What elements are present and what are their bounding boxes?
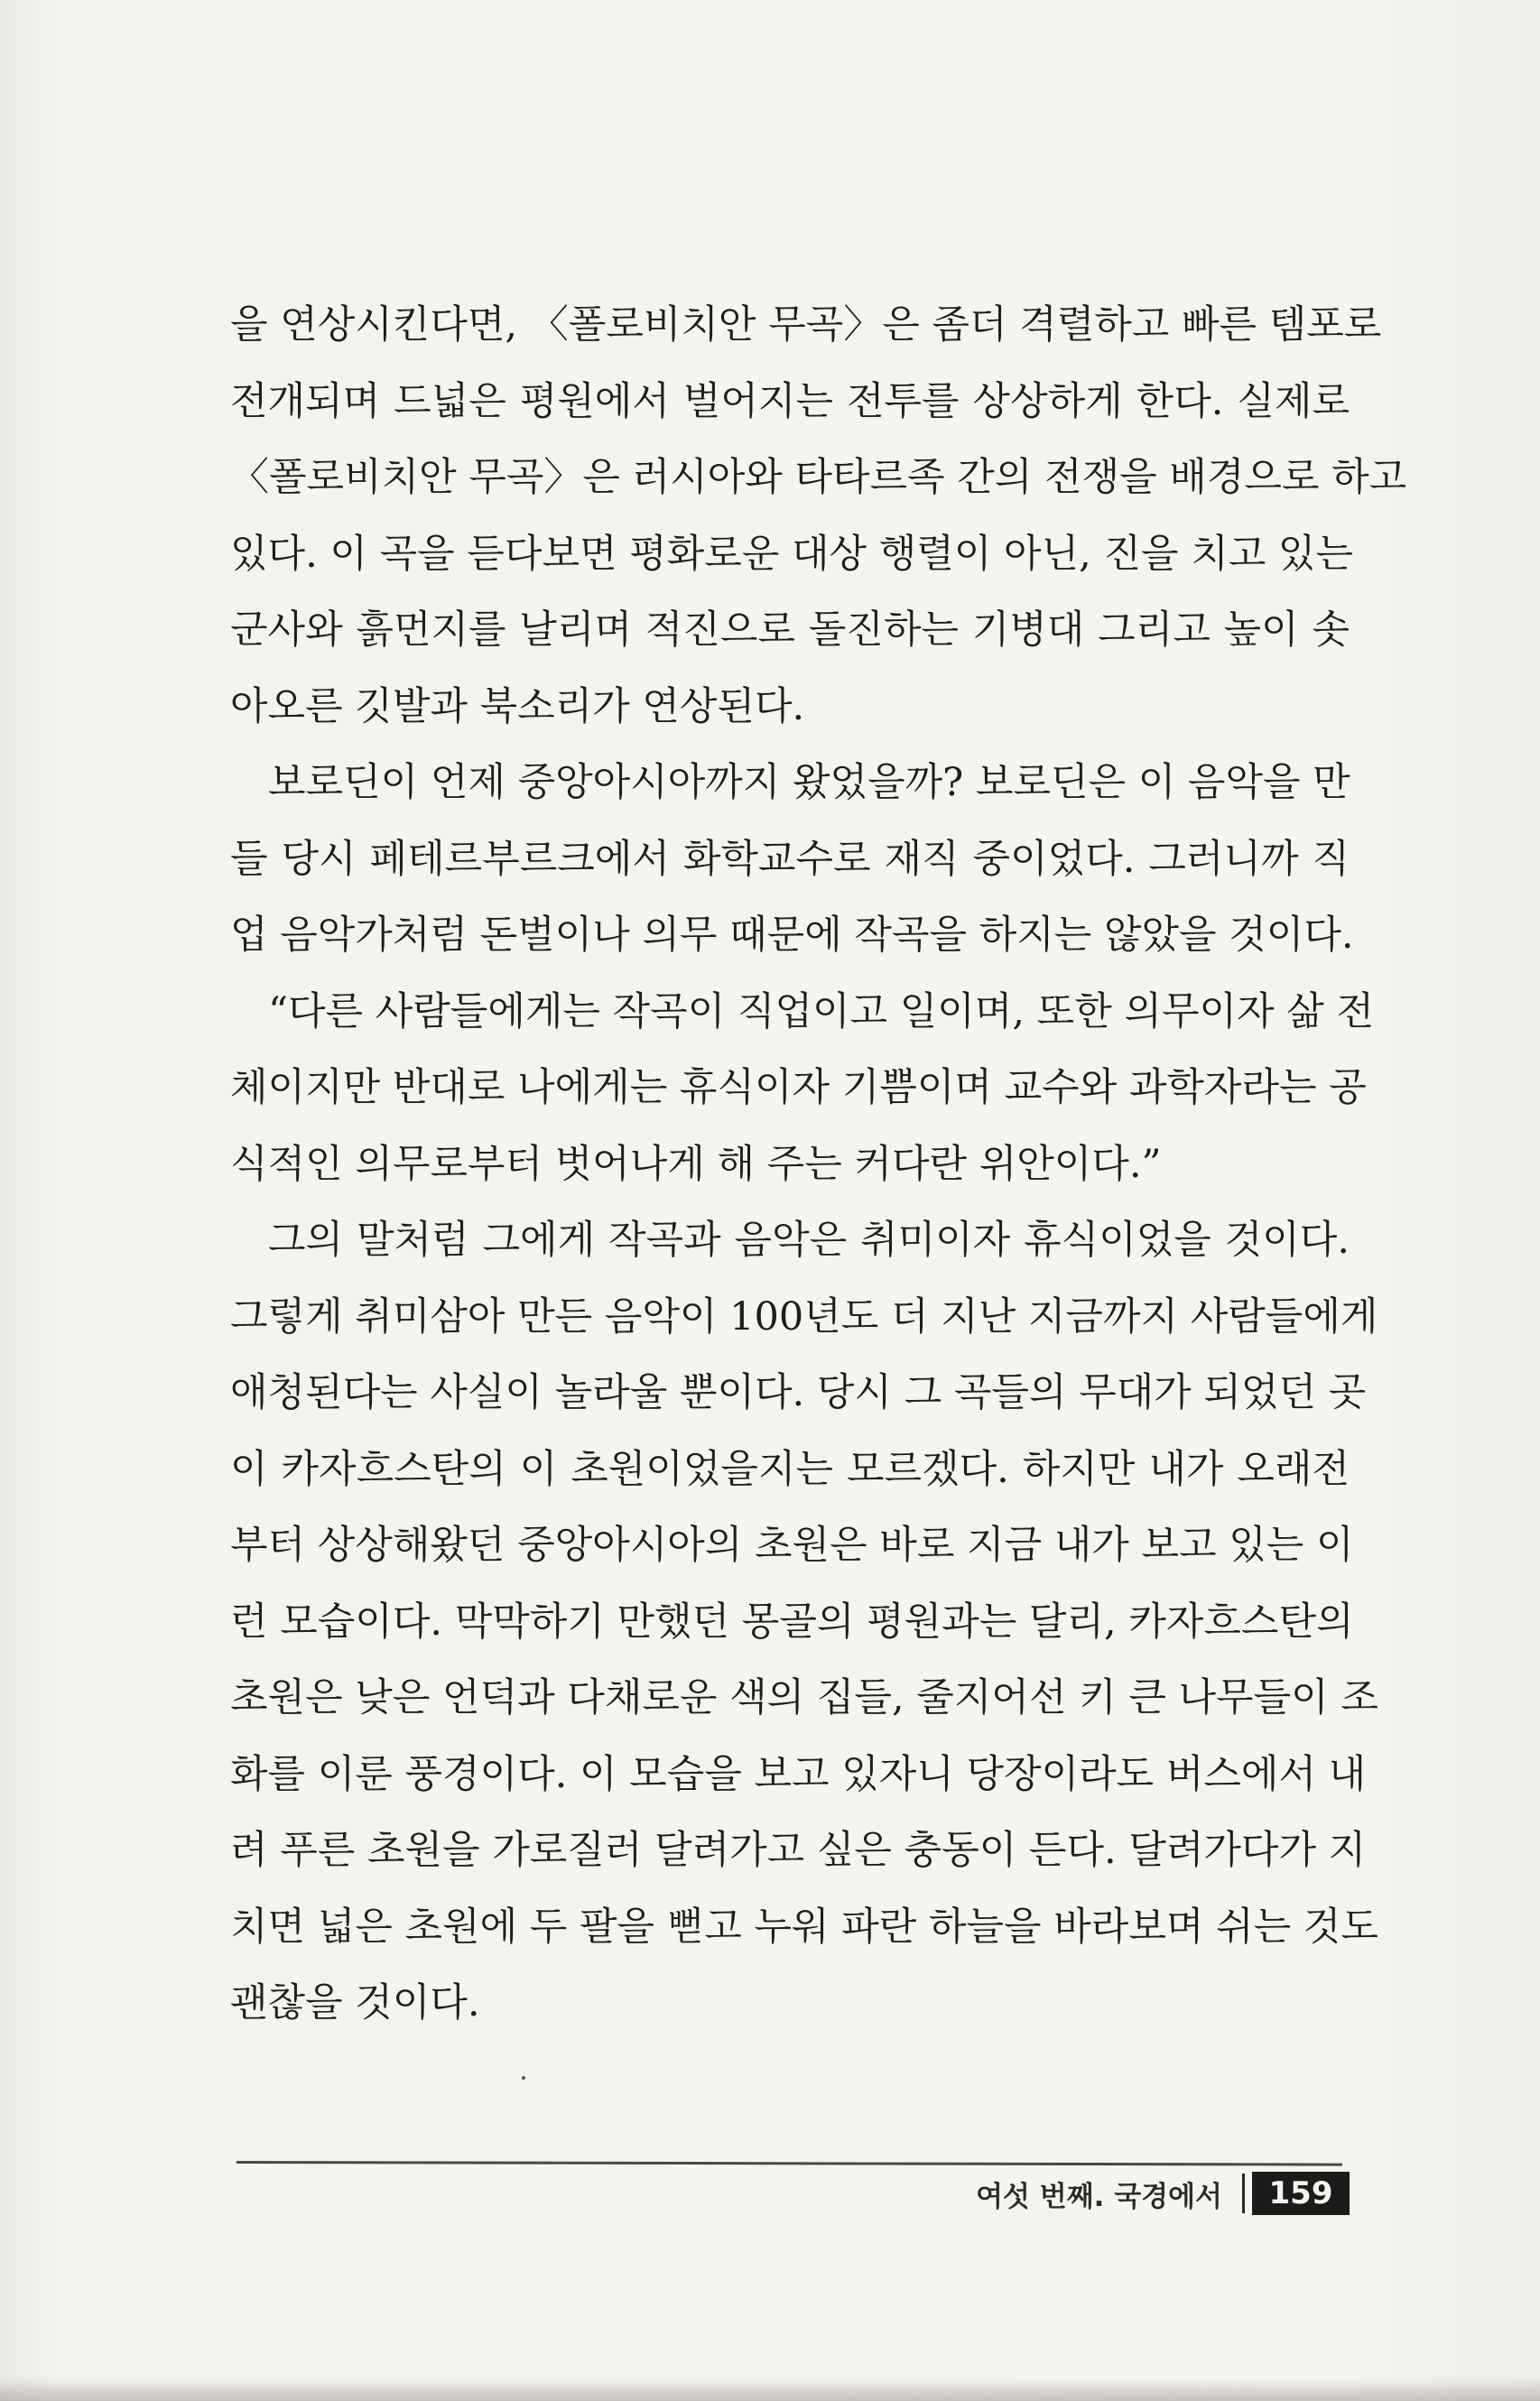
body-line: 화를 이룬 풍경이다. 이 모습을 보고 있자니 당장이라도 버스에서 내 (230, 1751, 1367, 1797)
quote-line: “다른 사람들에게는 작곡이 직업이고 일이며, 또한 의무이자 삶 전 (268, 988, 1374, 1034)
body-line: 아오른 깃발과 북소리가 연상된다. (230, 683, 805, 729)
paper-speck (522, 2076, 525, 2080)
body-line: 초원은 낮은 언덕과 다채로운 색의 집들, 줄지어선 키 큰 나무들이 조 (230, 1675, 1378, 1720)
body-line: 이 카자흐스탄의 이 초원이었을지는 모르겠다. 하지만 내가 오래전 (230, 1446, 1350, 1492)
running-footer (948, 2171, 1350, 2216)
body-line: 들 당시 페테르부르크에서 화학교수로 재직 중이었다. 그러니까 직 (230, 836, 1350, 882)
page-number: 159 (1252, 2172, 1350, 2215)
body-line: 업 음악가처럼 돈벌이나 의무 때문에 작곡을 하지는 않았을 것이다. (230, 913, 1354, 958)
body-line: 그의 말처럼 그에게 작곡과 음악은 취미이자 휴식이었을 것이다. (268, 1218, 1350, 1263)
footer-rule (237, 2161, 1342, 2166)
quote-line: 식적인 의무로부터 벗어나게 해 주는 커다란 위안이다.” (230, 1141, 1162, 1187)
body-line: 있다. 이 곡을 듣다보면 평화로운 대상 행렬이 아닌, 진을 치고 있는 (230, 531, 1354, 577)
body-line: 〈폴로비치안 무곡〉은 러시아와 타타르족 간의 전쟁을 배경으로 하고 (230, 455, 1407, 500)
body-line: 괜찮을 것이다. (230, 1980, 480, 2026)
quote-line: 체이지만 반대로 나에게는 휴식이자 기쁨이며 교수와 과학자라는 공 (230, 1065, 1367, 1110)
body-line: 치면 넓은 초원에 두 팔을 뻗고 누워 파란 하늘을 바라보며 쉬는 것도 (230, 1904, 1378, 1950)
body-line: 을 연상시킨다면, 〈폴로비치안 무곡〉은 좀더 격렬하고 빠른 템포로 (230, 302, 1382, 348)
body-line: 군사와 흙먼지를 날리며 적진으로 돌진하는 기병대 그리고 높이 솟 (230, 607, 1350, 653)
body-line: 애청된다는 사실이 놀라울 뿐이다. 당시 그 곡들의 무대가 되었던 곳 (230, 1370, 1367, 1415)
page-edge-shadow (0, 2378, 1540, 2401)
body-line: 런 모습이다. 막막하기 만했던 몽골의 평원과는 달리, 카자흐스탄의 (230, 1599, 1354, 1645)
body-line: 보로딘이 언제 중앙아시아까지 왔었을까? 보로딘은 이 음악을 만 (268, 760, 1350, 805)
body-line: 그렇게 취미삼아 만든 음악이 100년도 더 지난 지금까지 사람들에게 (230, 1293, 1378, 1340)
footer-divider (1242, 2174, 1245, 2213)
body-text (230, 287, 1407, 2042)
body-line: 전개되며 드넓은 평원에서 벌어지는 전투를 상상하게 한다. 실제로 (230, 378, 1350, 424)
body-line: 부터 상상해왔던 중앙아시아의 초원은 바로 지금 내가 보고 있는 이 (230, 1523, 1354, 1568)
chapter-title: 여섯 번째. 국경에서 (976, 2180, 1222, 2213)
body-line: 려 푸른 초원을 가로질러 달려가고 싶은 충동이 든다. 달려가다가 지 (230, 1828, 1367, 1873)
